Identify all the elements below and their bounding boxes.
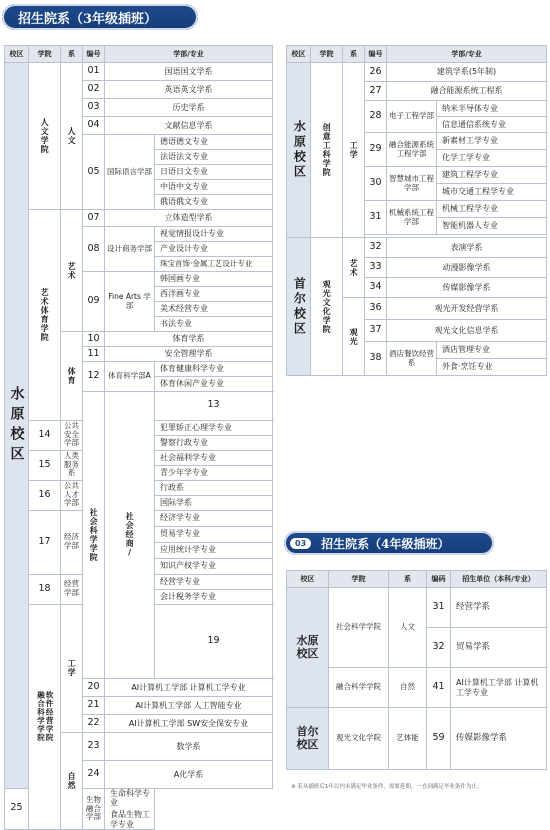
unit-name: AI计算机工学部 计算机工学专业 [451, 668, 547, 708]
major-name: 知识产权学专业 [155, 558, 273, 574]
division-name: 人文 [389, 588, 427, 668]
row-number: 30 [365, 167, 387, 201]
header-number: 编号 [83, 46, 105, 63]
major-name: 社会福利学专业 [155, 450, 273, 465]
header-college: 学院 [311, 46, 343, 63]
row-number: 15 [29, 450, 61, 480]
row-number: 14 [29, 420, 61, 450]
major-name: 珠宝首饰·金属工艺设计专业 [155, 257, 273, 272]
division-tourism: 观光 [343, 298, 365, 376]
header-campus: 校区 [5, 46, 29, 63]
division-arts: 艺术 [61, 210, 83, 332]
major-name: AI计算机工学部 SW安全保安专业 [105, 715, 273, 733]
row-number: 29 [365, 133, 387, 167]
division-sports: 体育 [61, 332, 83, 421]
row-number: 31 [427, 588, 451, 628]
row-number: 33 [365, 258, 387, 278]
major-name: 行政系 [155, 480, 273, 495]
college-fusion: 融合科学学院 [36, 691, 46, 743]
college-software-fusion [29, 604, 61, 829]
college-humanities: 人文学院 [29, 63, 61, 210]
row-number: 20 [83, 679, 105, 697]
dept-name: 智慧城市工程学部 [387, 167, 437, 201]
row-number: 21 [83, 697, 105, 715]
major-name: 经济学专业 [155, 510, 273, 526]
major-name: 国际学系 [155, 495, 273, 510]
major-name: 食品生物工学专业 [110, 810, 150, 829]
dept-name: 公共安全学部 [61, 420, 83, 450]
major-name: 视觉情报设计专业 [155, 227, 273, 242]
row-number: 22 [83, 715, 105, 733]
header-division: 系 [61, 46, 83, 63]
row-number: 32 [427, 628, 451, 668]
dept-name: 经营学部 [61, 574, 83, 604]
major-name: 信息通信系统专业 [437, 117, 547, 133]
division-name: 艺体能 [389, 708, 427, 770]
dept-name: 国际语言学部 [105, 135, 155, 210]
division-social [105, 392, 155, 679]
unit-name: 经营学系 [451, 588, 547, 628]
major-name: 青少年学专业 [155, 465, 273, 480]
row-number: 01 [83, 63, 105, 81]
major-name: 韩国画专业 [155, 272, 273, 287]
major-name: 日语日文专业 [155, 165, 273, 180]
division-name: 自然 [389, 668, 427, 708]
division-social-label: 社会 [125, 512, 135, 531]
header-college: 学院 [29, 46, 61, 63]
division-engineering-right: 工学 [343, 63, 365, 238]
major-name: 体育健康科学专业 [155, 362, 273, 377]
row-number: 32 [365, 238, 387, 258]
row-number: 07 [83, 210, 105, 227]
major-name: 融合能源系统工程系 [387, 82, 547, 101]
major-name: 安全管理学系 [105, 347, 273, 362]
major-name: 英语英文学系 [105, 81, 273, 99]
major-name: A化学系 [105, 761, 273, 789]
major-name: 犯罪矫正心理学专业 [155, 420, 273, 435]
campus-seoul: 首尔校区 [287, 238, 311, 376]
row-number: 25 [5, 789, 29, 830]
college-tourism-culture: 观光文化学院 [311, 238, 343, 376]
section3-number: 03 [290, 538, 311, 549]
row-number: 59 [427, 708, 451, 770]
major-name: 机械工程学专业 [437, 201, 547, 218]
division-arts-right: 艺术 [343, 238, 365, 298]
campus-seoul-bottom: 首尔校区 [287, 708, 329, 770]
campus-suwon-bottom: 水原校区 [287, 588, 329, 708]
major-name: 新素材工学专业 [437, 133, 547, 150]
major-name: 贸易学专业 [155, 526, 273, 542]
major-name: AI计算机工学部 人工智能专业 [105, 697, 273, 715]
header-college: 学院 [329, 571, 389, 588]
row-number: 03 [83, 99, 105, 117]
row-number: 28 [365, 101, 387, 133]
major-name: 文献信息学系 [105, 117, 273, 135]
row-number: 38 [365, 342, 387, 376]
dept-name: 机械系统工程学部 [387, 201, 437, 235]
major-name: 酒店管理专业 [437, 342, 547, 359]
college-software: 软件经营学院 [45, 691, 55, 743]
header-division: 系 [389, 571, 427, 588]
college-name: 融合科学学院 [329, 668, 389, 708]
major-name: 国语国文学系 [105, 63, 273, 81]
dept-name: 体育科学部A [105, 362, 155, 392]
row-number: 37 [365, 320, 387, 342]
major-name: 经营学专业 [155, 574, 273, 589]
row-number: 26 [365, 63, 387, 82]
row-number: 36 [365, 298, 387, 320]
major-name: 生命科学专业 [110, 789, 150, 808]
row-number: 11 [83, 347, 105, 362]
dept-name: 公共人才学部 [61, 480, 83, 510]
row-number: 31 [365, 201, 387, 235]
row-number: 19 [155, 604, 273, 679]
major-name: 历史学系 [105, 99, 273, 117]
dept-name: 经济学部 [61, 510, 83, 574]
row-number: 24 [83, 761, 105, 789]
dept-name: 人类服务系 [61, 450, 83, 480]
campus-suwon-right: 水原校区 [287, 63, 311, 238]
major-name: 法语法文专业 [155, 150, 273, 165]
bottom-table [286, 570, 547, 770]
footnote: ※ 若从插班后1年以内未满足毕业条件，需要延期，一直到满足毕业条件为止。 [291, 784, 483, 790]
major-name: 纳米半导体专业 [437, 101, 547, 117]
row-number: 27 [365, 82, 387, 101]
header-number: 编码 [427, 571, 451, 588]
major-name: 会计税务学专业 [155, 589, 273, 604]
row-number: 05 [83, 135, 105, 210]
major-name: 德语德文专业 [155, 135, 273, 150]
unit-name: 传媒影像学系 [451, 708, 547, 770]
unit-name: 贸易学系 [451, 628, 547, 668]
header-division: 系 [343, 46, 365, 63]
row-number: 08 [83, 227, 105, 272]
major-name: 书法专业 [155, 317, 273, 332]
major-name: 建筑学系(5年制) [387, 63, 547, 82]
major-name: 数学系 [105, 733, 273, 761]
row-number: 16 [29, 480, 61, 510]
division-humanities: 人文 [61, 63, 83, 210]
major-name: 体育休闲产业专业 [155, 377, 273, 392]
row-number: 41 [427, 668, 451, 708]
major-name: 化学工学专业 [437, 150, 547, 167]
row-number: 13 [155, 392, 273, 421]
dept-name: 设计商务学部 [105, 227, 155, 272]
major-name: 警察行政专业 [155, 435, 273, 450]
major-name: 西洋画专业 [155, 287, 273, 302]
header-campus: 校区 [287, 571, 329, 588]
row-number: 34 [365, 278, 387, 298]
major-name: 体育学系 [105, 332, 273, 347]
dept-name: 生物融合学部 [83, 789, 105, 830]
row-number: 09 [83, 272, 105, 332]
dept-name: 融合能源系统工程学部 [387, 133, 437, 167]
header-number: 编号 [365, 46, 387, 63]
row-number: 02 [83, 81, 105, 99]
dept-name: Fine Arts 学部 [105, 272, 155, 332]
row-number: 23 [83, 733, 105, 761]
division-econ-label: 经商/ [125, 530, 135, 559]
college-social-sciences: 社会科学学院 [83, 392, 105, 679]
college-arts-sports: 艺术体育学院 [29, 210, 61, 421]
major-name: AI计算机工学部 计算机工学专业 [105, 679, 273, 697]
section2-title-tab [2, 4, 198, 30]
row-number: 17 [29, 510, 61, 574]
major-name: 外食·烹饪专业 [437, 359, 547, 376]
header-campus: 校区 [287, 46, 311, 63]
college-creative-engineering: 创意工科学院 [311, 63, 343, 238]
major-name: 表演学系 [387, 238, 547, 258]
division-engineering: 工学 [61, 604, 83, 733]
header-dept-major: 学部/专业 [105, 46, 273, 63]
college-name: 社会科学学院 [329, 588, 389, 668]
major-name: 俄语俄文专业 [155, 195, 273, 210]
header-dept-major: 学部/专业 [387, 46, 547, 63]
major-name: 产业设计专业 [155, 242, 273, 257]
major-name: 传媒影像学系 [387, 278, 547, 298]
major-name: 观光文化信息学系 [387, 320, 547, 342]
left-table [4, 45, 273, 830]
section3-title: 招生院系（4年级插班） [321, 536, 450, 551]
row-number: 18 [29, 574, 61, 604]
major-name: 动漫影像学系 [387, 258, 547, 278]
major-name: 观光开发经营学系 [387, 298, 547, 320]
major-name: 立体造型学系 [105, 210, 273, 227]
major-name: 美术经营专业 [155, 302, 273, 317]
major-name: 中语中文专业 [155, 180, 273, 195]
major-name: 城市交通工程学专业 [437, 184, 547, 201]
right-table [286, 45, 547, 376]
division-natural: 自然 [61, 733, 83, 830]
college-name: 观光文化学院 [329, 708, 389, 770]
campus-suwon: 水原校区 [5, 63, 29, 789]
row-number: 04 [83, 117, 105, 135]
section2-title: 招生院系（3年级插班） [18, 11, 158, 27]
header-unit: 招生单位（本科/专业） [451, 571, 547, 588]
row-number: 10 [83, 332, 105, 347]
section3-title-tab [284, 531, 494, 555]
dept-name: 酒店餐饮经营系 [387, 342, 437, 376]
major-name: 智能机器人专业 [437, 218, 547, 235]
major-list [105, 789, 155, 830]
dept-name: 电子工程学部 [387, 101, 437, 133]
major-name: 建筑工程学专业 [437, 167, 547, 184]
major-name: 应用统计学专业 [155, 542, 273, 558]
row-number: 12 [83, 362, 105, 392]
